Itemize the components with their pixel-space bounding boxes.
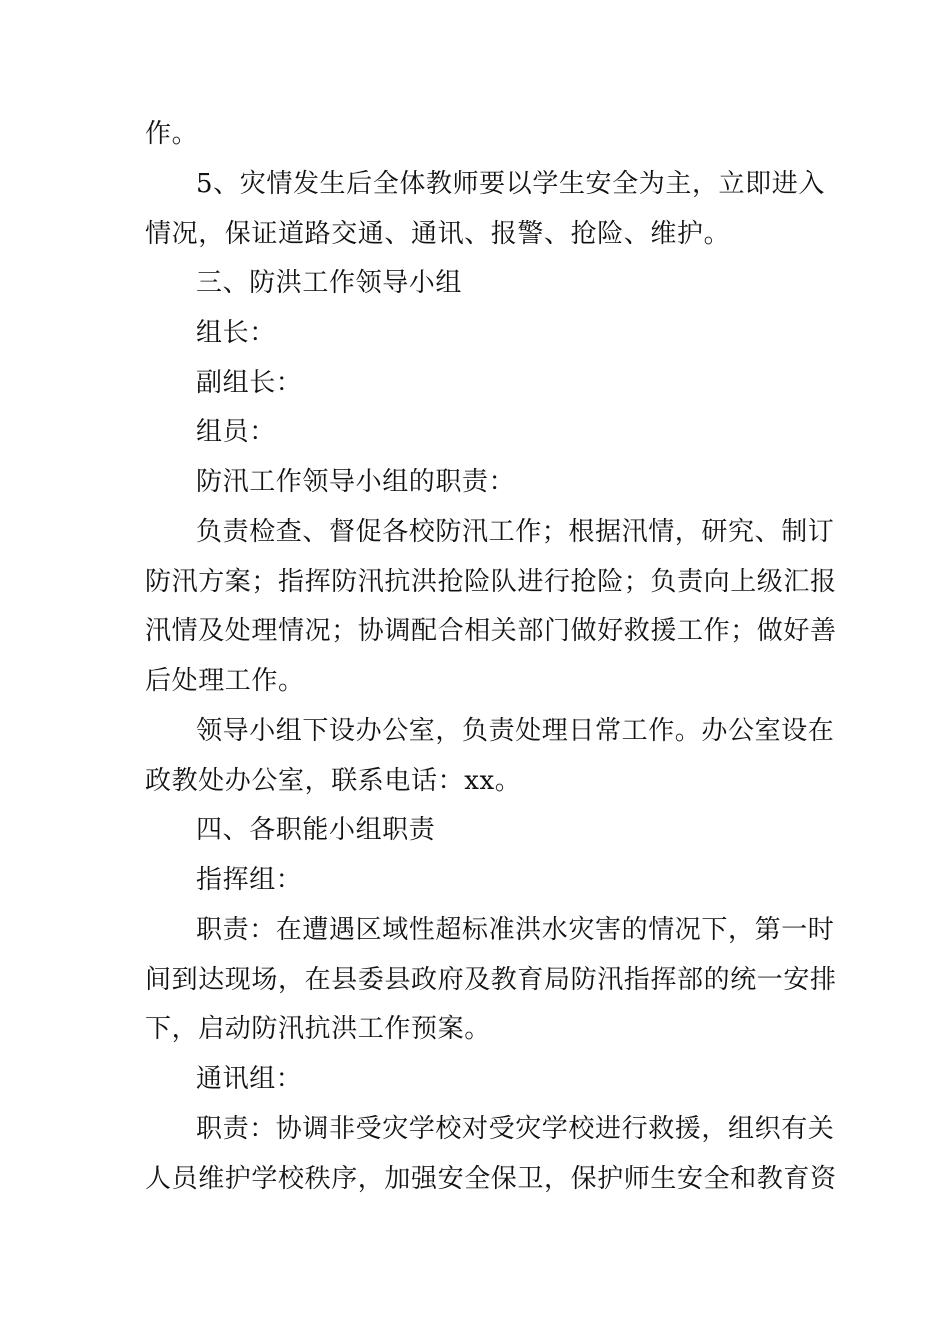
text-line: 职责：在遭遇区域性超标准洪水灾害的情况下，第一时 [196, 915, 835, 945]
text-line: 后处理工作。 [145, 666, 305, 696]
text-line: 通讯组： [196, 1064, 303, 1094]
section-heading: 四、各职能小组职责 [196, 815, 436, 845]
text-line: 指挥组： [196, 865, 303, 895]
text-line: 组员： [196, 417, 276, 447]
text-line: 下，启动防汛抗洪工作预案。 [145, 1014, 491, 1044]
text-line: 防汛方案；指挥防汛抗洪抢险队进行抢险；负责向上级汇报 [145, 567, 837, 597]
text-line: 情况，保证道路交通、通讯、报警、抢险、维护。 [145, 219, 731, 249]
text-line: 领导小组下设办公室，负责处理日常工作。办公室设在 [196, 716, 835, 746]
text-line: 政教处办公室，联系电话：xx。 [145, 766, 522, 796]
text-line: 汛情及处理情况；协调配合相关部门做好救援工作；做好善 [145, 616, 837, 646]
text-line: 防汛工作领导小组的职责： [196, 467, 516, 497]
text-line: 作。 [145, 119, 199, 149]
text-line: 5、灾情发生后全体教师要以学生安全为主，立即进入 [196, 169, 825, 199]
text-line: 组长： [196, 318, 276, 348]
text-line: 职责：协调非受灾学校对受灾学校进行救援，组织有关 [196, 1114, 835, 1144]
text-line: 负责检查、督促各校防汛工作；根据汛情，研究、制订 [196, 517, 835, 547]
section-heading: 三、防洪工作领导小组 [196, 268, 463, 298]
text-line: 人员维护学校秩序，加强安全保卫，保护师生安全和教育资 [145, 1164, 837, 1194]
text-line: 副组长： [196, 368, 303, 398]
text-line: 间到达现场，在县委县政府及教育局防汛指挥部的统一安排 [145, 965, 837, 995]
